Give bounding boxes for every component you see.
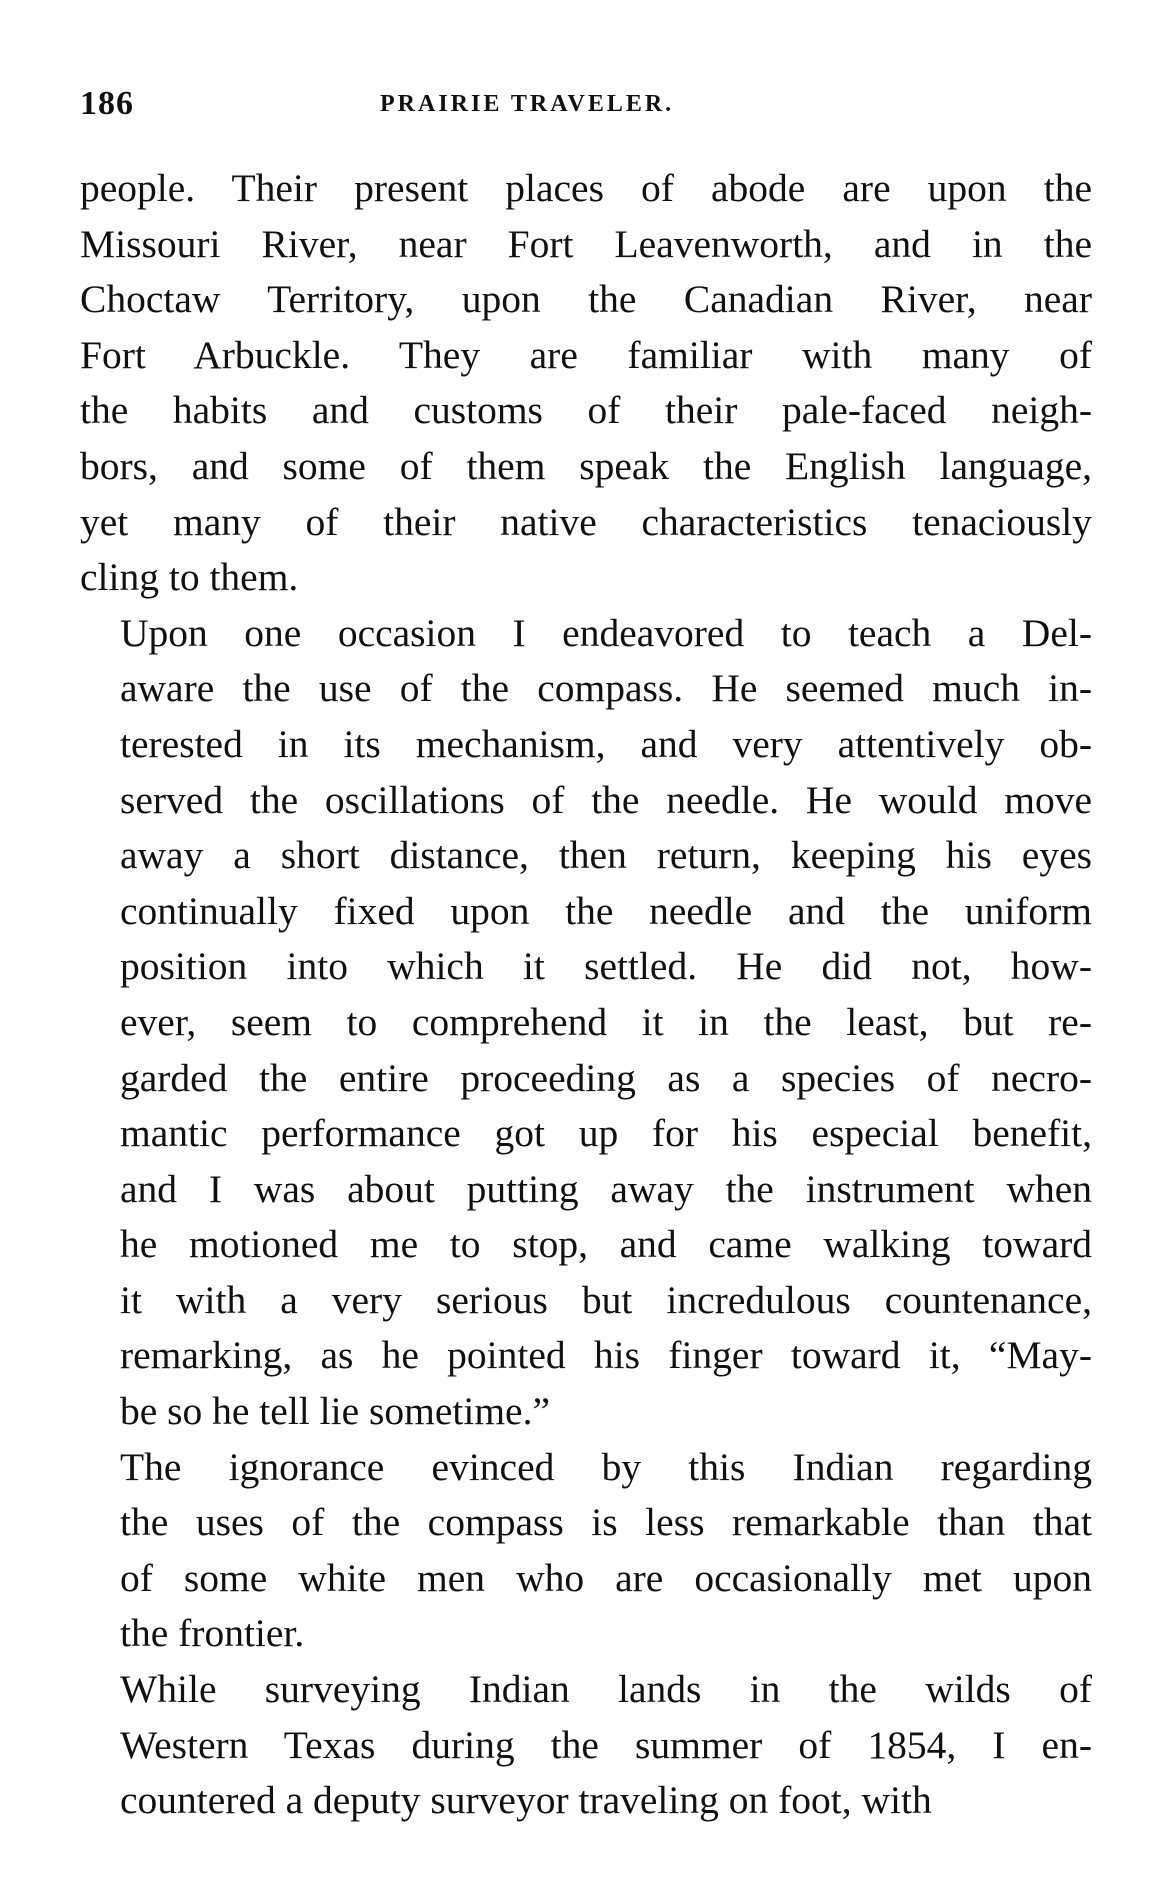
text-line: the habits and customs of their pale-faced neigh- [80,388,1092,433]
text-line: While surveying Indian lands in the wilds of [120,1667,1092,1712]
text-line: of some white men who are occasionally met upon [120,1555,1092,1600]
paragraph [80,161,1092,606]
text-line: away a short distance, then return, keeping his eyes [120,833,1092,878]
text-line: The ignorance evinced by this Indian regarding [120,1444,1092,1489]
text-line: terested in its mechanism, and very attentively ob- [120,721,1092,766]
text-line: Fort Arbuckle. They are familiar with many of [80,332,1092,377]
book-page [80,85,1092,1829]
text-line: countered a deputy surveyor traveling on foot, with [120,1778,932,1823]
body-text [80,161,1092,1829]
text-line: be so he tell lie sometime.” [120,1389,550,1434]
text-line: Upon one occasion I endeavored to teach a Del- [120,610,1092,655]
running-head [80,85,1092,133]
text-line: it with a very serious but incredulous countenance, [120,1277,1092,1322]
text-line: ever, seem to comprehend it in the least, but re- [120,999,1092,1044]
text-line: people. Their present places of abode are upon the [80,166,1092,210]
text-line: the frontier. [120,1611,305,1656]
text-line: remarking, as he pointed his finger toward it, “May- [120,1333,1092,1378]
text-line: position into which it settled. He did not, how- [120,944,1092,989]
text-line: mantic performance got up for his especial benefit, [120,1111,1092,1156]
text-line: aware the use of the compass. He seemed much in- [120,666,1092,711]
text-line: Western Texas during the summer of 1854, I en- [120,1722,1092,1767]
paragraph [80,606,1092,1440]
text-line: Missouri River, near Fort Leavenworth, and in the [80,221,1092,266]
text-line: garded the entire proceeding as a species of necro- [120,1055,1092,1100]
running-title: PRAIRIE TRAVELER. [380,91,675,117]
text-line: yet many of their native characteristics tenaciously [80,499,1092,544]
page-number: 186 [80,85,134,122]
text-line: the uses of the compass is less remarkable than that [120,1500,1092,1545]
text-line: bors, and some of them speak the English language, [80,443,1092,488]
text-line: cling to them. [80,555,299,600]
text-line: he motioned me to stop, and came walking toward [120,1222,1092,1267]
paragraph [80,1662,1092,1829]
text-line: continually fixed upon the needle and the uniform [120,888,1092,933]
paragraph [80,1440,1092,1662]
text-line: Choctaw Territory, upon the Canadian River, near [80,277,1092,322]
text-line: served the oscillations of the needle. He would move [120,777,1092,822]
text-line: and I was about putting away the instrument when [120,1166,1092,1211]
